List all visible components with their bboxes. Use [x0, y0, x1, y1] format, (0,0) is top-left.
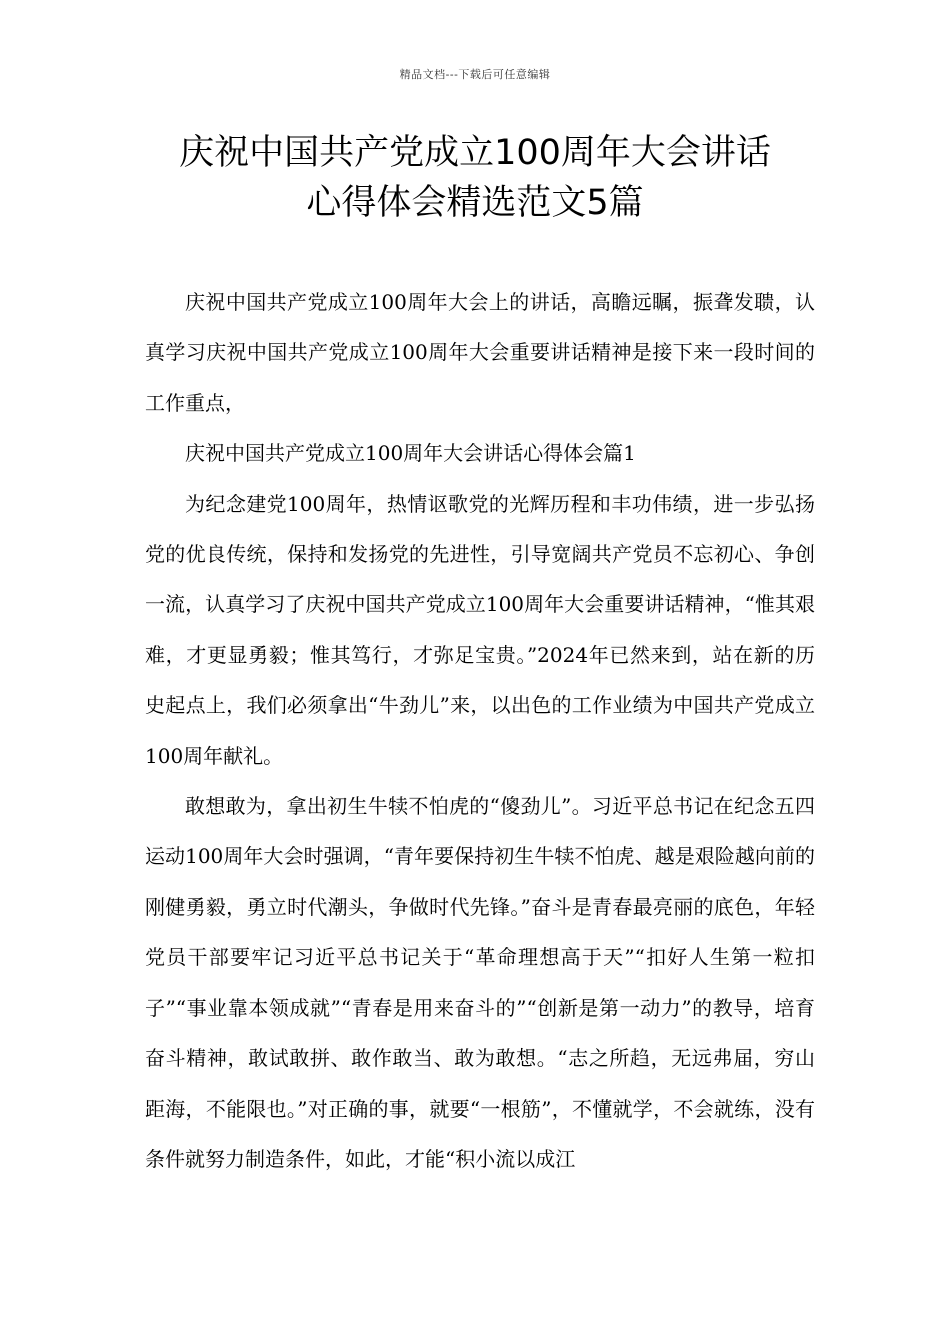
paragraph: 为纪念建党100周年，热情讴歌党的光辉历程和丰功伟绩，进一步弘扬党的优良传统，保持和发扬党的先进性，引导宽阔共产党员不忘初心、争创一流，认真学习了庆祝中国共产党成立100周年大会重要讲话精神，“惟其艰难，才更显勇毅；惟其笃行，才弥足宝贵。”2024年已然来到，站在新的历史起点上，我们必须拿出“牛劲儿”来，以出色的工作业绩为中国共产党成立100周年献礼。 [145, 491, 815, 768]
paragraph: 敢想敢为，拿出初生牛犊不怕虎的“傻劲儿”。习近平总书记在纪念五四运动100周年大会时强调，“青年要保持初生牛犊不怕虎、越是艰险越向前的刚健勇毅，勇立时代潮头，争做时代先锋。”奋斗是青春最亮丽的底色，年轻党员干部要牢记习近平总书记关于“革命理想高于天”“扣好人生第一粒扣子”“事业靠本领成就”“青春是用来奋斗的”“创新是第一动力”的教导，培育奋斗精神，敢试敢拼、敢作敢当、敢为敢想。“志之所趋，无远弗届，穷山距海，不能限也。”对正确的事，就要“一根筋”，不懂就学，不会就练，没有条件就努力制造条件，如此，才能“积小流以成江 [145, 794, 815, 1171]
title-line-1: 庆祝中国共产党成立100周年大会讲话 [179, 133, 771, 173]
title-line-2: 心得体会精选范文5篇 [306, 183, 644, 223]
document-body [145, 277, 815, 1184]
paragraph-intro: 庆祝中国共产党成立100周年大会上的讲话，高瞻远瞩，振聋发聩，认真学习庆祝中国共产党成立100周年大会重要讲话精神是接下来一段时间的工作重点， [145, 290, 815, 415]
header-note: 精品文档---下载后可任意编辑 [399, 68, 551, 81]
document-title [100, 128, 850, 228]
section-heading: 庆祝中国共产党成立100周年大会讲话心得体会篇1 [185, 441, 636, 466]
